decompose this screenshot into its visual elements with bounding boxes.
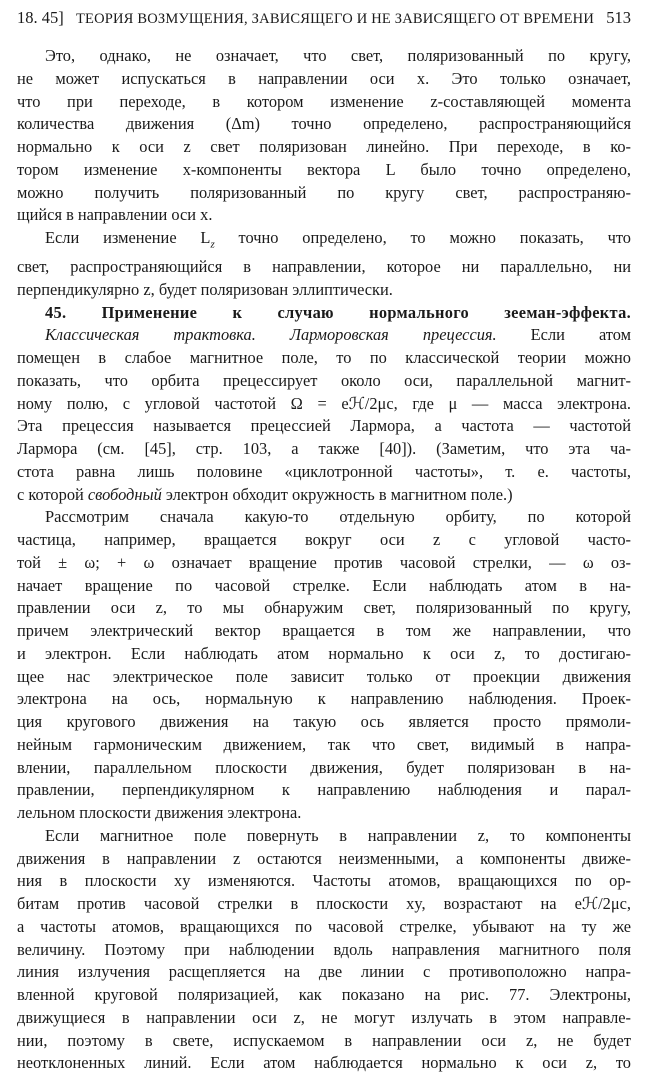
- text-line: величину. Поэтому при наблюдении вдоль направления магнитного поля: [17, 939, 631, 959]
- text-line: электрона на ось, нормальную к направлению наблюдения. Проек-: [17, 689, 631, 709]
- section-reference: 18. 45]: [17, 8, 64, 27]
- body-text: [17, 45, 631, 1075]
- text-line: нормально к оси z свет поляризован линейно. При переходе, в ко-: [17, 137, 631, 156]
- book-page: [17, 8, 631, 1075]
- text-line: битам против часовой стрелки в плоскости xy, возрастают на eℋ/2μc,: [17, 894, 631, 914]
- text-line: правлении оси z, то мы обнаружим свет, поляризованный по кругу,: [17, 598, 631, 618]
- text-line: причем электрический вектор вращается в том же направлении, что: [17, 621, 631, 641]
- text-line: движения в направлении z остаются неизменными, а компоненты движе-: [17, 848, 631, 868]
- text-line: правлении, перпендикулярном к направлению наблюдения и парал-: [17, 780, 631, 800]
- text-fragment: с которой: [17, 484, 88, 504]
- text-line: влении, параллельном плоскости движения, будет поляризован в на-: [17, 757, 631, 777]
- text-fragment: Если изменение L: [45, 228, 211, 247]
- running-head: [17, 8, 631, 28]
- text-line: Рассмотрим сначала какую-то отдельную орбиту, по которой: [45, 507, 631, 527]
- text-line: нии, поэтому в свете, испускаемом в направлении оси z, не будет: [17, 1030, 631, 1050]
- subsection-title: Классическая трактовка. Ларморовская прецессия.: [45, 325, 497, 345]
- text-line: стота равна лишь половине «циклотронной частоты», т. е. частоты,: [17, 461, 631, 481]
- text-line: ния в плоскости xy изменяются. Частоты атомов, вращающихся по ор-: [17, 871, 631, 891]
- text-line: начает вращение по часовой стрелке. Если наблюдать атом в на-: [17, 575, 631, 595]
- section-heading: 45. Применение к случаю нормального зееман-эффекта.: [45, 302, 631, 322]
- text-line: [17, 484, 631, 507]
- text-line: линия излучения расщепляется на две линии с противоположно напра-: [17, 962, 631, 982]
- text-line: нейным гармоническим движением, так что свет, видимый в напра-: [17, 734, 631, 754]
- text-line: движущиеся в направлении оси z, не могут излучать в этом направле-: [17, 1007, 631, 1027]
- text-line: Если магнитное поле повернуть в направлении z, то компоненты: [45, 825, 631, 845]
- text-line: количества движения (Δm) точно определено, распространяющийся: [17, 114, 631, 134]
- page-number: 513: [606, 8, 631, 27]
- text-line: что при переходе, в котором изменение z-составляющей момента: [17, 91, 631, 111]
- text-line: и электрон. Если наблюдать атом нормально к оси z, то достигаю-: [17, 643, 631, 663]
- subscript: z: [210, 238, 215, 251]
- text-line: лельном плоскости движения электрона.: [17, 803, 302, 823]
- emphasis: свободный: [87, 484, 162, 504]
- text-line: а частоты атомов, вращающихся по часовой стрелке, убывают на ту же: [17, 916, 631, 936]
- text-line: ному полю, с угловой частотой Ω = eℋ/2μc, где μ — масса электрона.: [17, 393, 631, 413]
- text-line: ция кругового движения на такую ось является просто прямоли-: [17, 712, 631, 732]
- text-line: помещен в слабое магнитное поле, то по классической теории можно: [17, 348, 631, 368]
- text-line: Это, однако, не означает, что свет, поляризованный по кругу,: [45, 46, 631, 65]
- text-fragment: электрон обходит окружность в магнитном поле.): [161, 484, 513, 504]
- text-line: [17, 227, 631, 256]
- text-fragment: Если атом: [496, 325, 631, 345]
- text-fragment: точно определено, то можно показать, что: [214, 228, 631, 247]
- text-line: щийся в направлении оси x.: [17, 205, 213, 225]
- text-line: щее нас электрическое поле зависит только от проекции движения: [17, 666, 631, 686]
- text-line: не может испускаться в направлении оси x. Это только означает,: [17, 68, 631, 88]
- text-line: Эта прецессия называется прецессией Лармора, а частота — частотой: [17, 416, 631, 436]
- text-line: частица, например, вращается вокруг оси z с угловой часто-: [17, 530, 631, 550]
- text-line: Лармора (см. [45], стр. 103, а также [40]). (Заметим, что эта ча-: [17, 439, 631, 459]
- running-head-title: ТЕОРИЯ ВОЗМУЩЕНИЯ, ЗАВИСЯЩЕГО И НЕ ЗАВИСЯЩЕГО ОТ ВРЕМЕНИ: [75, 11, 595, 27]
- text-line: [17, 324, 631, 347]
- text-line: можно получить поляризованный по кругу свет, распространяю-: [17, 182, 631, 202]
- text-line: свет, распространяющийся в направлении, которое ни параллельно, ни: [17, 257, 631, 277]
- text-line: тором изменение x-компоненты вектора L было точно определено,: [17, 159, 631, 179]
- text-line: той ± ω; + ω означает вращение против часовой стрелки, — ω оз-: [17, 552, 631, 572]
- text-line: вленной круговой поляризацией, как показано на рис. 77. Электроны,: [17, 985, 631, 1005]
- text-line: показать, что орбита прецессирует около оси, параллельной магнит-: [17, 370, 631, 390]
- text-line: перпендикулярно z, будет поляризован эллиптически.: [17, 279, 393, 299]
- text-line: неотклоненных линий. Если атом наблюдается нормально к оси z, то: [17, 1053, 631, 1073]
